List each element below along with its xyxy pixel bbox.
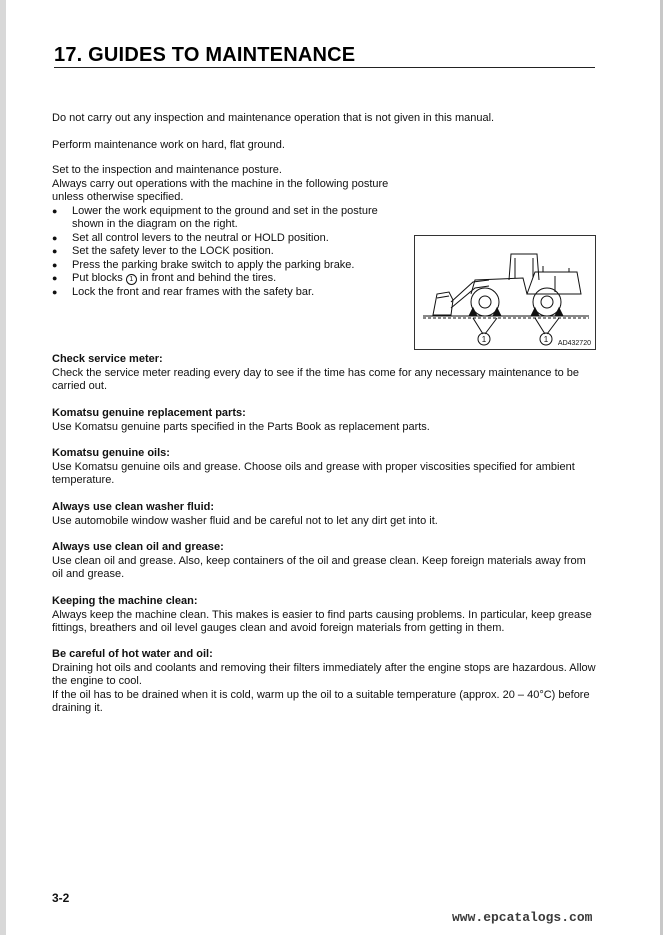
section-check-service-meter [52,353,598,394]
section-body: Use Komatsu genuine oils and grease. Choose oils and grease with proper viscosities specified for ambient temperature. [52,460,575,486]
section-hot-water-oil [52,648,598,716]
section-body: Use Komatsu genuine parts specified in the Parts Book as replacement parts. [52,420,430,433]
section-heading: Keeping the machine clean: [52,595,198,607]
intro-paragraph-2: Perform maintenance work on hard, flat ground. [52,139,285,151]
wheel-loader-illustration [415,236,595,349]
section-body: Use clean oil and grease. Also, keep containers of the oil and grease clean. Keep foreign materials away from oil and grease. [52,554,586,580]
section-machine-clean [52,595,598,636]
blocks-text-after: in front and behind the tires. [136,272,277,284]
bullet-control-levers: ● Set all control levers to the neutral or HOLD position. [52,232,412,246]
section-heading: Always use clean oil and grease: [52,541,224,553]
section-heading: Komatsu genuine oils: [52,447,170,459]
section-clean-oil-grease [52,541,598,582]
title-underline [54,67,595,68]
figure-callout-2: 1 [543,335,549,344]
bullet-safety-bar: ● Lock the front and rear frames with the safety bar. [52,286,412,300]
intro-paragraph-1: Do not carry out any inspection and maintenance operation that is not given in this manual. [52,112,495,124]
blocks-text-before: Put blocks [72,272,126,284]
section-body: Always keep the machine clean. This makes is easier to find parts causing problems. In particular, keep grease fittings, breathers and oil level gauges clean and avoid foreign materials from getting in them. [52,608,592,634]
section-heading: Be careful of hot water and oil: [52,648,213,660]
wheel-loader-diagram [414,235,596,350]
section-body-2: If the oil has to be drained when it is cold, warm up the oil to a suitable temperature (approx. 20 – 40°C) before draining it. [52,688,590,714]
figure-code: AD432720 [557,340,591,347]
section-heading: Check service meter: [52,353,163,365]
section-heading: Komatsu genuine replacement parts: [52,407,246,419]
scan-edge-left [0,0,6,935]
figure-callout-1: 1 [481,335,487,344]
bullet-put-blocks [52,272,412,286]
bullet-lower-work-equipment: ● Lower the work equipment to the ground and set in the posture shown in the diagram on the right. [52,205,412,232]
section-genuine-parts [52,407,598,434]
posture-instructions [52,164,412,299]
section-washer-fluid [52,501,598,528]
block-callout-marker: 1 [126,274,137,285]
bullet-safety-lever: ● Set the safety lever to the LOCK position. [52,245,412,259]
section-heading: Always use clean washer fluid: [52,501,215,513]
posture-line-1: Set to the inspection and maintenance posture. [52,164,282,176]
watermark: www.epcatalogs.com [452,910,593,925]
page-number: 3-2 [52,891,70,905]
page-title: 17. GUIDES TO MAINTENANCE [54,44,356,66]
posture-line-2: Always carry out operations with the machine in the following posture unless otherwise specified. [52,177,389,203]
posture-bullet-list [52,205,412,300]
bullet-parking-brake: ● Press the parking brake switch to apply the parking brake. [52,259,412,273]
section-body: Check the service meter reading every day to see if the time has come for any necessary maintenance to be carried out. [52,366,580,392]
section-genuine-oils [52,447,598,488]
section-body: Use automobile window washer fluid and be careful not to let any dirt get into it. [52,514,438,527]
section-body: Draining hot oils and coolants and removing their filters immediately after the engine stops are hazardous. Allow the engine to cool. [52,661,596,687]
